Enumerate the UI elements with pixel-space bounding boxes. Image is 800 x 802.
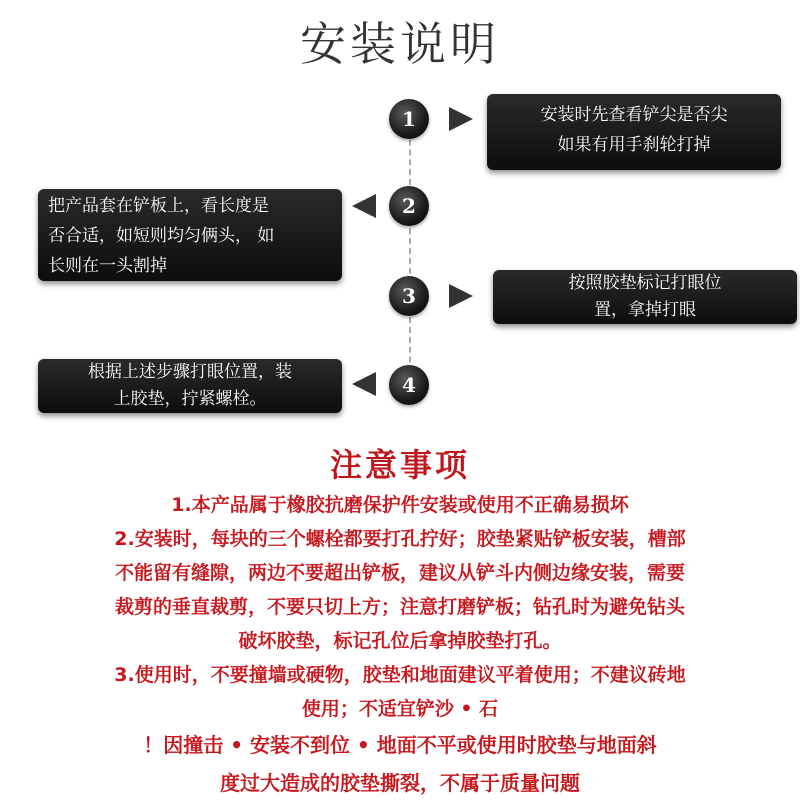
notice-item-2-line-2: 不能留有缝隙，两边不要超出铲板，建议从铲斗内侧边缘安装，需要 [114, 562, 685, 584]
step-3-circle [389, 276, 429, 316]
step-4-box: 根据上述步骤打眼位置，装 上胶垫，拧紧螺栓。 [38, 359, 342, 413]
notice-item-2-line-3: 裁剪的垂直裁剪，不要只切上方；注意打磨铲板；钻孔时为避免钻头 [114, 596, 685, 618]
warning-line-2: 度过大造成的胶垫撕裂，不属于质量问题 [220, 771, 580, 795]
arrow-left-icon [352, 372, 376, 396]
page-title: 安装说明 [300, 17, 500, 71]
notice-item-1: 1.本产品属于橡胶抗磨保护件安装或使用不正确易损坏 [171, 494, 629, 516]
step-2-number: 2 [402, 194, 416, 218]
notice-title: 注意事项 [329, 446, 470, 484]
notice-item-2-line-1: 2.安装时，每块的三个螺栓都要打孔拧好；胶垫紧贴铲板安装，槽部 [114, 528, 686, 550]
step-2-circle [389, 186, 429, 226]
arrow-left-icon [352, 194, 376, 218]
step-3-number: 3 [402, 284, 416, 308]
step-1-circle [389, 99, 429, 139]
notice-item-3-line-2: 使用；不适宜铲沙 • 石 [301, 698, 499, 720]
arrow-right-icon [449, 284, 473, 308]
step-3-box: 按照胶垫标记打眼位 置，拿掉打眼 [493, 270, 797, 324]
step-2-box: 把产品套在铲板上，看长度是 否合适，如短则均匀俩头， 如 长则在一头割掉 [38, 189, 342, 281]
timeline-line [409, 110, 411, 402]
step-1-number: 1 [402, 107, 416, 131]
step-4-circle [389, 365, 429, 405]
warning-text [20, 726, 780, 802]
notice-list [14, 488, 786, 726]
step-4-number: 4 [402, 373, 416, 397]
notice-item-2-line-4: 破坏胶垫，标记孔位后拿掉胶垫打孔。 [238, 630, 562, 652]
warning-line-1: ！因撞击 • 安装不到位 • 地面不平或使用时胶垫与地面斜 [143, 733, 657, 757]
step-1-box: 安装时先查看铲尖是否尖 如果有用手刹轮打掉 [487, 94, 781, 170]
arrow-right-icon [449, 107, 473, 131]
notice-item-3-line-1: 3.使用时，不要撞墙或硬物，胶垫和地面建议平着使用；不建议砖地 [114, 664, 686, 686]
